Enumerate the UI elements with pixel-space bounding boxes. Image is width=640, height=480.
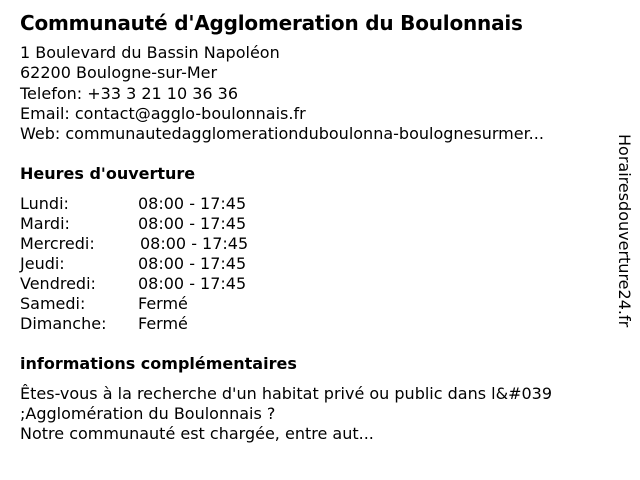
day-label: Jeudi: bbox=[20, 254, 65, 273]
address-block bbox=[20, 43, 544, 144]
additional-info-heading: informations complémentaires bbox=[20, 354, 297, 373]
hours-row-sunday bbox=[20, 314, 248, 334]
hours-row-thursday bbox=[20, 254, 248, 274]
day-label: Vendredi: bbox=[20, 274, 96, 293]
hours-value: 08:00 - 17:45 bbox=[140, 234, 249, 253]
city-postcode: 62200 Boulogne-sur-Mer bbox=[20, 63, 218, 83]
info-line: Êtes-vous à la recherche d'un habitat privé ou public dans l&#039 bbox=[20, 384, 553, 403]
hours-row-monday bbox=[20, 194, 248, 214]
info-line: Notre communauté est chargée, entre aut... bbox=[20, 424, 374, 443]
phone-number: Telefon: +33 3 21 10 36 36 bbox=[20, 83, 239, 103]
hours-row-wednesday bbox=[20, 234, 248, 254]
email-address: Email: contact@agglo-boulonnais.fr bbox=[20, 103, 306, 123]
hours-value: Fermé bbox=[138, 294, 188, 313]
day-label: Samedi: bbox=[20, 294, 86, 313]
hours-value: 08:00 - 17:45 bbox=[138, 254, 247, 273]
hours-value: Fermé bbox=[138, 314, 188, 333]
info-line: ;Agglomération du Boulonnais ? bbox=[20, 404, 276, 423]
day-label: Lundi: bbox=[20, 194, 69, 213]
hours-value: 08:00 - 17:45 bbox=[138, 274, 247, 293]
website-url: Web: communautedagglomerationduboulonna-boulognesurmer... bbox=[20, 124, 544, 144]
hours-value: 08:00 - 17:45 bbox=[138, 194, 247, 213]
page-title: Communauté d'Agglomeration du Boulonnais bbox=[20, 11, 523, 35]
hours-row-saturday bbox=[20, 294, 248, 314]
hours-row-friday bbox=[20, 274, 248, 294]
site-watermark: Horairesdouverture24.fr bbox=[615, 134, 634, 328]
day-label: Dimanche: bbox=[20, 314, 107, 333]
opening-hours-heading: Heures d'ouverture bbox=[20, 164, 196, 183]
street-address: 1 Boulevard du Bassin Napoléon bbox=[20, 43, 280, 62]
opening-hours-table bbox=[20, 194, 248, 334]
hours-value: 08:00 - 17:45 bbox=[138, 214, 247, 233]
additional-info-text bbox=[20, 384, 610, 444]
day-label: Mercredi: bbox=[20, 234, 95, 253]
hours-row-tuesday bbox=[20, 214, 248, 234]
day-label: Mardi: bbox=[20, 214, 70, 233]
